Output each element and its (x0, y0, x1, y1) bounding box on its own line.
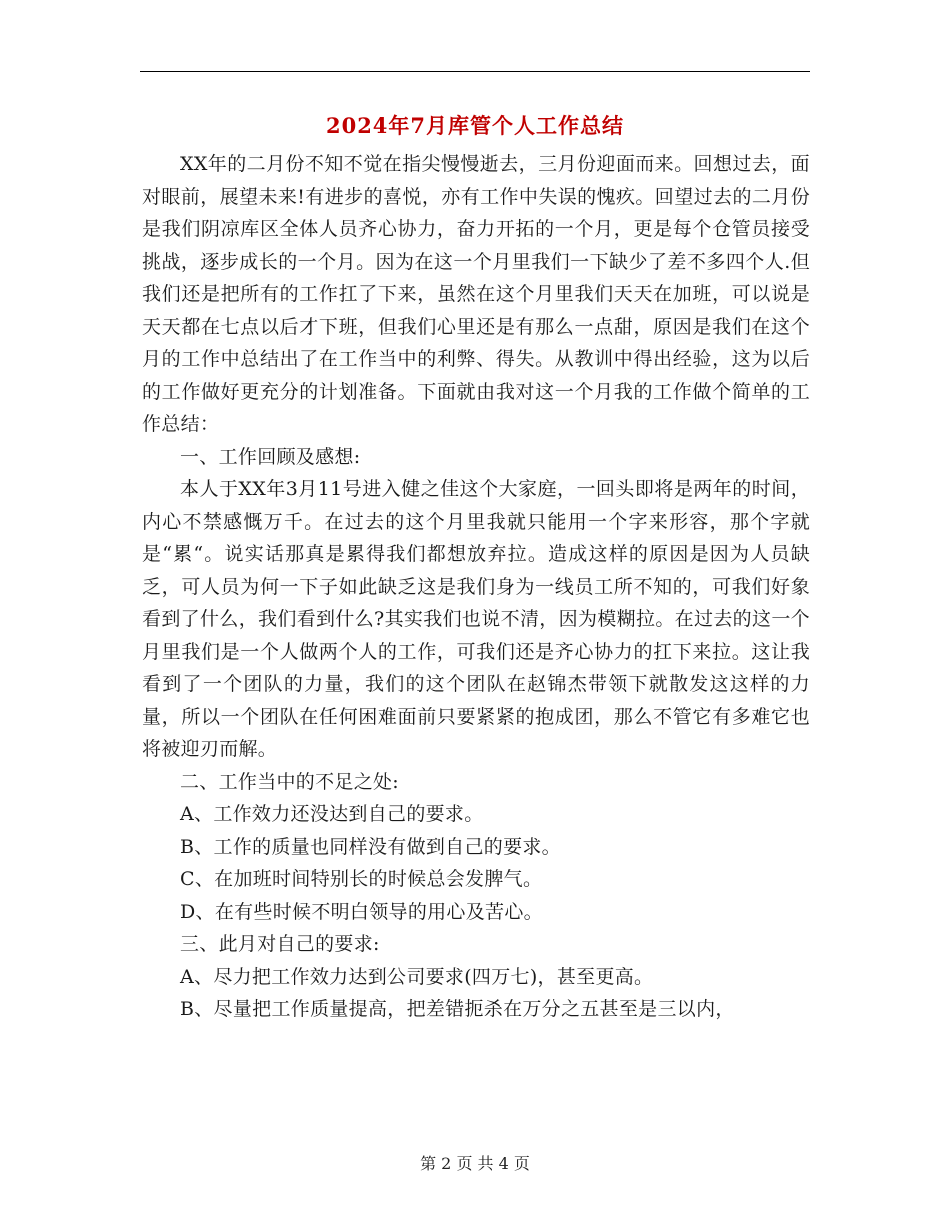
paragraph-intro: XX年的二月份不知不觉在指尖慢慢逝去，三月份迎面而来。回想过去，面对眼前，展望未来!有进步的喜悦，亦有工作中失误的愧疚。回望过去的二月份是我们阴凉库区全体人员齐心协力，奋力开拓的一个月，更是每个仓管员接受挑战，逐步成长的一个月。因为在这一个月里我们一下缺少了差不多四个人.但我们还是把所有的工作扛了下来，虽然在这个月里我们天天在加班，可以说是天天都在七点以后才下班，但我们心里还是有那么一点甜，原因是我们在这个月的工作中总结出了在工作当中的利弊、得失。从教训中得出经验，这为以后的工作做好更充分的计划准备。下面就由我对这一个月我的工作做个简单的工作总结： (142, 153, 810, 435)
section-heading-2: 二、工作当中的不足之处: (180, 770, 400, 793)
list-item: B、工作的质量也同样没有做到自己的要求。 (180, 835, 561, 858)
section-heading-1: 一、工作回顾及感想: (180, 445, 361, 468)
section-heading-3: 三、此月对自己的要求: (180, 933, 380, 955)
list-item: D、在有些时候不明白领导的用心及苦心。 (180, 900, 543, 923)
document-body (142, 148, 810, 1026)
page-number-footer: 第 2 页 共 4 页 (420, 1154, 530, 1173)
document-title: 2024年7月库管个人工作总结 (325, 113, 625, 138)
list-item: A、工作效力还没达到自己的要求。 (180, 803, 484, 825)
list-item: A、尽力把工作效力达到公司要求(四万七)，甚至更高。 (180, 965, 654, 988)
paragraph-review: 本人于XX年3月11号进入健之佳这个大家庭，一回头即将是两年的时间，内心不禁感慨万千。在过去的这个月里我就只能用一个字来形容，那个字就是“累“。说实话那真是累得我们都想放弃拉。造成这样的原因是因为人员缺乏，可人员为何一下子如此缺乏这是我们身为一线员工所不知的，可我们好象看到了什么，我们看到什么?其实我们也说不清，因为模糊拉。在过去的这一个月里我们是一个人做两个人的工作，可我们还是齐心协力的扛下来拉。这让我看到了一个团队的力量，我们的这个团队在赵锦杰带领下就散发这这样的力量，所以一个团队在任何困难面前只要紧紧的抱成团，那么不管它有多难它也将被迎刃而解。 (142, 478, 810, 760)
list-item: C、在加班时间特别长的时候总会发脾气。 (180, 868, 543, 890)
list-item: B、尽量把工作质量提高，把差错扼杀在万分之五甚至是三以内， (180, 998, 735, 1020)
header-rule (140, 71, 810, 72)
